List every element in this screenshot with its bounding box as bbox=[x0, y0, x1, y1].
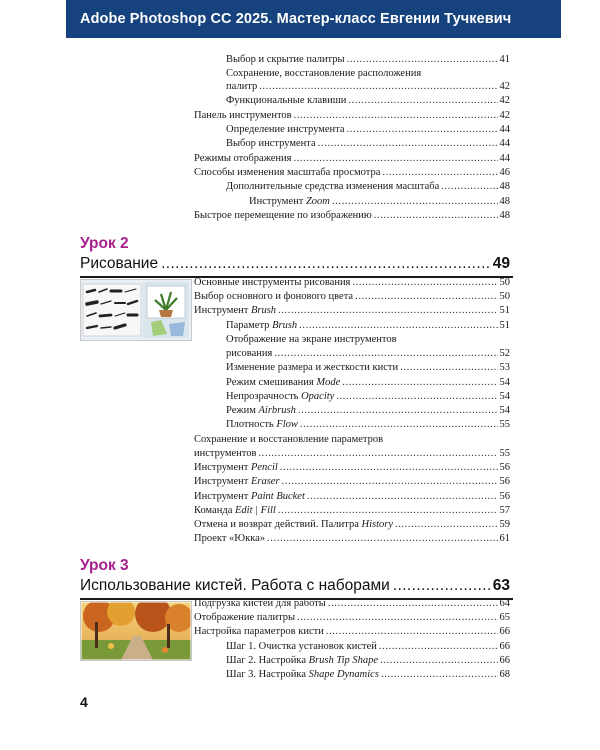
toc-entry-page: 52 bbox=[499, 348, 510, 359]
toc-entry-title bbox=[194, 304, 276, 317]
toc-entry-text: Определение инструмента bbox=[226, 124, 345, 135]
toc-entry-text: Шаг 3. Настройка bbox=[226, 669, 309, 680]
toc-leader bbox=[379, 640, 498, 653]
toc-entry-title bbox=[226, 668, 379, 681]
toc-leader bbox=[297, 611, 497, 624]
toc-entry[interactable] bbox=[226, 319, 510, 332]
toc-leader bbox=[382, 166, 497, 179]
toc-entry-term: Paint Bucket bbox=[250, 491, 305, 502]
toc-entry[interactable] bbox=[194, 290, 510, 303]
toc-entry-title bbox=[194, 433, 383, 446]
toc-entry-text: Режим bbox=[226, 405, 259, 416]
toc-leader bbox=[348, 94, 497, 107]
toc-leader bbox=[294, 109, 498, 122]
toc-entry-text: Шаг 1. Очистка установок кистей bbox=[226, 641, 377, 652]
toc-entry[interactable] bbox=[194, 276, 510, 289]
toc-entry-page: 64 bbox=[499, 598, 510, 609]
toc-entry-title bbox=[226, 94, 346, 107]
toc-entry-text: Инструмент bbox=[194, 491, 251, 502]
toc-entry[interactable] bbox=[194, 209, 510, 222]
toc-leader bbox=[307, 490, 498, 503]
toc-entry-term: Brush bbox=[272, 320, 298, 331]
toc-entry-term: Airbrush bbox=[258, 405, 296, 416]
toc-entry-text: инструментов bbox=[194, 448, 257, 459]
toc-entry[interactable] bbox=[194, 518, 510, 531]
lesson-2-title-text: Рисование bbox=[80, 255, 159, 272]
lesson-3-label: Урок 3 bbox=[80, 557, 129, 574]
toc-entry-text: рисования bbox=[226, 348, 273, 359]
toc-entry-text: Отображение палитры bbox=[194, 612, 296, 623]
toc-entry-text: Сохранение и восстановление параметров bbox=[194, 434, 384, 445]
toc-entry-title bbox=[226, 123, 345, 136]
toc-entry[interactable] bbox=[226, 376, 510, 389]
toc-leader bbox=[395, 518, 498, 531]
toc-entry-text: Настройка параметров кисти bbox=[194, 626, 324, 637]
toc-entry[interactable] bbox=[194, 109, 510, 122]
toc-entry[interactable] bbox=[194, 625, 510, 638]
lesson-2-title[interactable] bbox=[80, 254, 510, 274]
toc-leader bbox=[355, 290, 497, 303]
toc-entry-title bbox=[226, 137, 316, 150]
toc-leader bbox=[299, 319, 497, 332]
toc-entry-page: 57 bbox=[499, 505, 510, 516]
toc-entry-page: 50 bbox=[499, 277, 510, 288]
toc-entry-page: 56 bbox=[499, 476, 510, 487]
toc-entry-text: Плотность bbox=[226, 419, 277, 430]
toc-entry-text: Дополнительные средства изменения масштаба bbox=[226, 181, 440, 192]
toc-leader bbox=[318, 137, 498, 150]
toc-entry-title bbox=[194, 447, 256, 460]
toc-entry-page: 53 bbox=[499, 362, 510, 373]
toc-leader bbox=[298, 404, 498, 417]
toc-leader bbox=[374, 209, 498, 222]
toc-entry[interactable] bbox=[226, 94, 510, 107]
toc-entry-title bbox=[226, 390, 334, 403]
toc-entry-title bbox=[194, 490, 305, 503]
toc-entry-term: History bbox=[361, 519, 393, 530]
toc-entry-term: Opacity bbox=[301, 391, 335, 402]
toc-entry-page: 44 bbox=[499, 138, 510, 149]
toc-entry-page: 42 bbox=[499, 81, 510, 92]
toc-entry-page: 61 bbox=[499, 533, 510, 544]
toc-entry-text: Быстрое перемещение по изображению bbox=[194, 210, 372, 221]
toc-leader bbox=[326, 625, 498, 638]
toc-entry-title bbox=[194, 209, 372, 222]
toc-leader bbox=[352, 276, 497, 289]
toc-entry[interactable] bbox=[194, 447, 510, 460]
toc-entry[interactable] bbox=[194, 475, 510, 488]
toc-entry-text: Изменение размера и жесткости кисти bbox=[226, 362, 399, 373]
toc-entry-text: Инструмент bbox=[194, 305, 251, 316]
toc-entry-title bbox=[194, 532, 265, 545]
toc-entry-title bbox=[226, 53, 345, 66]
toc-entry-text: Способы изменения масштаба просмотра bbox=[194, 167, 381, 178]
toc-entry[interactable] bbox=[226, 668, 510, 681]
autumn-park-thumbnail bbox=[80, 601, 192, 661]
toc-entry[interactable] bbox=[194, 504, 510, 517]
toc-entry[interactable] bbox=[194, 490, 510, 503]
toc-entry-page: 59 bbox=[499, 519, 510, 530]
toc-leader bbox=[328, 597, 498, 610]
toc-entry[interactable] bbox=[194, 304, 510, 317]
toc-entry-term: Eraser bbox=[250, 476, 280, 487]
toc-entry-text: Инструмент bbox=[194, 462, 251, 473]
toc-entry-page: 65 bbox=[499, 612, 510, 623]
toc-entry-page: 44 bbox=[499, 124, 510, 135]
toc-entry-page: 50 bbox=[499, 291, 510, 302]
toc-entry[interactable] bbox=[194, 433, 510, 446]
toc-entry-page: 41 bbox=[499, 54, 510, 65]
toc-entry-title bbox=[194, 625, 324, 638]
toc-leader bbox=[336, 390, 497, 403]
toc-entry-title bbox=[194, 152, 291, 165]
toc-leader bbox=[380, 654, 497, 667]
toc-leader bbox=[258, 447, 497, 460]
toc-entry-text: Режимы отображения bbox=[194, 153, 292, 164]
toc-entry[interactable] bbox=[226, 361, 510, 374]
toc-entry-title bbox=[226, 404, 296, 417]
toc-entry-page: 54 bbox=[499, 391, 510, 402]
toc-entry-term: Edit | Fill bbox=[235, 505, 276, 516]
toc-entry[interactable] bbox=[226, 640, 510, 653]
toc-leader bbox=[300, 418, 498, 431]
toc-entry-title bbox=[226, 361, 398, 374]
toc-entry-title bbox=[226, 180, 439, 193]
toc-entry-page: 66 bbox=[499, 655, 510, 666]
toc-leader bbox=[161, 254, 490, 274]
toc-entry[interactable] bbox=[226, 418, 510, 431]
toc-entry-text: Непрозрачность bbox=[226, 391, 302, 402]
toc-entry-title bbox=[226, 376, 340, 389]
lesson-3-title-text: Использование кистей. Работа с наборами bbox=[80, 577, 390, 594]
toc-entry-text: Шаг 2. Настройка bbox=[226, 655, 309, 666]
toc-entry-page: 66 bbox=[499, 626, 510, 637]
toc-leader bbox=[393, 576, 490, 596]
toc-entry-text: Параметр bbox=[226, 320, 273, 331]
toc-entry-title bbox=[226, 67, 421, 80]
toc-entry-text: Режим смешивания bbox=[226, 377, 317, 388]
toc-entry[interactable] bbox=[194, 597, 510, 610]
toc-entry-title bbox=[226, 347, 272, 360]
toc-entry-title bbox=[226, 80, 257, 93]
toc-entry-title bbox=[226, 418, 298, 431]
toc-entry-title bbox=[249, 195, 330, 208]
toc-leader bbox=[259, 80, 497, 93]
toc-leader bbox=[342, 376, 497, 389]
toc-entry[interactable] bbox=[194, 152, 510, 165]
toc-entry-title bbox=[194, 166, 380, 179]
toc-entry-page: 66 bbox=[499, 641, 510, 652]
lesson-2-page: 49 bbox=[492, 255, 510, 272]
toc-entry[interactable] bbox=[194, 532, 510, 545]
toc-entry-text: Инструмент bbox=[194, 476, 251, 487]
toc-entry-text: Команда bbox=[194, 505, 236, 516]
toc-entry-text: Отображение на экране инструментов bbox=[226, 334, 397, 345]
toc-entry[interactable] bbox=[226, 123, 510, 136]
toc-entry-text: Функциональные клавиши bbox=[226, 95, 347, 106]
toc-leader bbox=[293, 152, 497, 165]
toc-entry[interactable] bbox=[226, 654, 510, 667]
toc-leader bbox=[400, 361, 497, 374]
toc-entry-title bbox=[194, 109, 292, 122]
toc-entry-title bbox=[194, 290, 353, 303]
toc-entry-page: 56 bbox=[499, 462, 510, 473]
toc-entry-page: 48 bbox=[499, 196, 510, 207]
lesson-3-page: 63 bbox=[492, 577, 510, 594]
toc-leader bbox=[441, 180, 497, 193]
toc-entry-title bbox=[194, 276, 350, 289]
toc-entry-page: 42 bbox=[499, 110, 510, 121]
toc-entry-page: 42 bbox=[499, 95, 510, 106]
toc-leader bbox=[347, 123, 498, 136]
toc-entry-title bbox=[226, 333, 397, 346]
toc-entry-title bbox=[194, 518, 393, 531]
toc-leader bbox=[280, 461, 498, 474]
toc-entry[interactable] bbox=[226, 80, 510, 93]
toc-entry-page: 56 bbox=[499, 491, 510, 502]
brush-palette-image bbox=[81, 280, 191, 340]
toc-entry-page: 55 bbox=[499, 419, 510, 430]
toc-leader bbox=[278, 304, 497, 317]
toc-leader bbox=[347, 53, 498, 66]
toc-entry-page: 51 bbox=[499, 320, 510, 331]
toc-entry-term: Mode bbox=[316, 377, 341, 388]
toc-entry-title bbox=[194, 461, 278, 474]
toc-entry-term: Brush bbox=[250, 305, 277, 316]
toc-entry-title bbox=[226, 640, 377, 653]
toc-entry-text: Выбор и скрытие палитры bbox=[226, 54, 345, 65]
toc-entry-text: Панель инструментов bbox=[194, 110, 292, 121]
toc-entry-term: Shape Dynamics bbox=[308, 669, 379, 680]
toc-entry-text: Сохранение, восстановление расположения bbox=[226, 68, 422, 79]
toc-entry-term: Flow bbox=[276, 419, 298, 430]
lesson-3-title[interactable] bbox=[80, 576, 510, 596]
toc-entry-text: Подгрузка кистей для работы bbox=[194, 598, 326, 609]
toc-leader bbox=[381, 668, 498, 681]
toc-leader bbox=[267, 532, 497, 545]
toc-entry[interactable] bbox=[226, 404, 510, 417]
page-number: 4 bbox=[80, 694, 88, 710]
toc-entry-text: палитр bbox=[226, 81, 258, 92]
toc-entry[interactable] bbox=[194, 461, 510, 474]
toc-entry-page: 48 bbox=[499, 181, 510, 192]
toc-entry[interactable] bbox=[226, 137, 510, 150]
toc-entry[interactable] bbox=[226, 390, 510, 403]
toc-entry[interactable] bbox=[226, 180, 510, 193]
toc-leader bbox=[278, 504, 498, 517]
running-header: Adobe Photoshop CC 2025. Мастер-класс Евгении Тучкевич bbox=[66, 0, 561, 38]
toc-leader bbox=[274, 347, 497, 360]
lesson-2-label: Урок 2 bbox=[80, 235, 129, 252]
toc-entry-text: Основные инструменты рисования bbox=[194, 277, 351, 288]
toc-entry-term: Brush Tip Shape bbox=[308, 655, 379, 666]
toc-entry[interactable] bbox=[226, 53, 510, 66]
toc-entry-title bbox=[226, 319, 297, 332]
toc-leader bbox=[282, 475, 498, 488]
toc-entry-page: 54 bbox=[499, 377, 510, 388]
toc-entry[interactable] bbox=[194, 166, 510, 179]
toc-entry-page: 55 bbox=[499, 448, 510, 459]
toc-entry-text: Выбор основного и фонового цвета bbox=[194, 291, 354, 302]
brush-palette-thumbnail bbox=[80, 279, 192, 341]
toc-entry[interactable] bbox=[194, 611, 510, 624]
toc-entry-page: 68 bbox=[499, 669, 510, 680]
toc-entry[interactable] bbox=[249, 195, 510, 208]
toc-entry-page: 48 bbox=[499, 210, 510, 221]
toc-entry-page: 44 bbox=[499, 153, 510, 164]
toc-entry[interactable] bbox=[226, 347, 510, 360]
toc-entry-text: Проект «Юкка» bbox=[194, 533, 266, 544]
toc-entry-title bbox=[226, 654, 378, 667]
toc-entry-text: Выбор инструмента bbox=[226, 138, 316, 149]
toc-leader bbox=[332, 195, 498, 208]
toc-entry-title bbox=[194, 611, 295, 624]
toc-entry[interactable] bbox=[226, 67, 510, 80]
toc-entry-term: Zoom bbox=[305, 196, 330, 207]
toc-entry-title bbox=[194, 504, 276, 517]
toc-entry-page: 51 bbox=[499, 305, 510, 316]
toc-entry-text: Инструмент bbox=[249, 196, 306, 207]
toc-entry[interactable] bbox=[226, 333, 510, 346]
toc-entry-page: 46 bbox=[499, 167, 510, 178]
toc-entry-term: Pencil bbox=[250, 462, 278, 473]
toc-entry-page: 54 bbox=[499, 405, 510, 416]
toc-entry-title bbox=[194, 475, 280, 488]
autumn-park-image bbox=[81, 602, 191, 660]
toc-entry-title bbox=[194, 597, 326, 610]
toc-entry-text: Отмена и возврат действий. Палитра bbox=[194, 519, 362, 530]
